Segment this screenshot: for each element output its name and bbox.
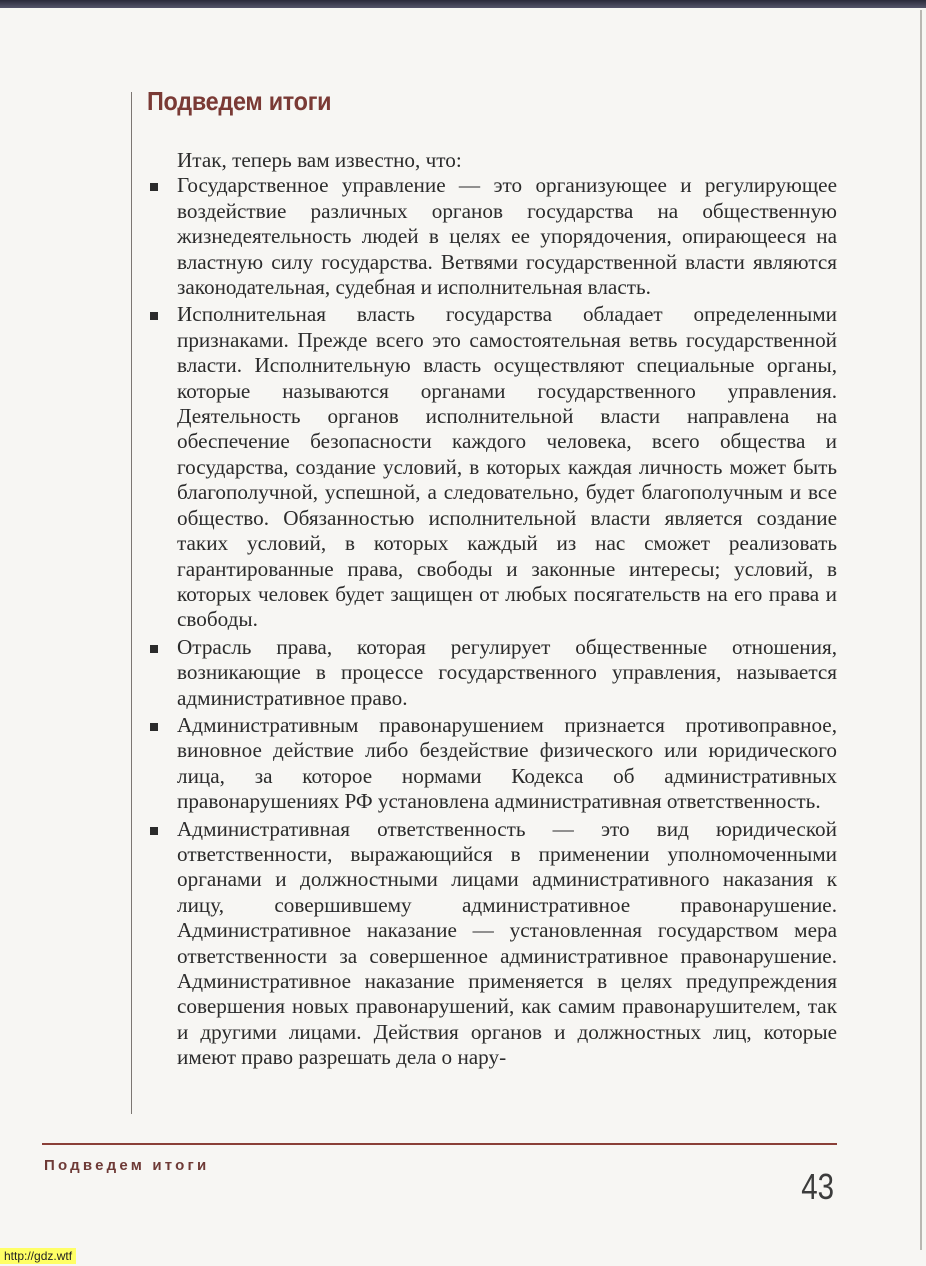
footer-rule xyxy=(42,1143,837,1145)
scan-right-edge xyxy=(920,10,922,1250)
scan-top-edge xyxy=(0,0,926,8)
summary-item-text: Государственное управление — это организующее и регулирующее воздействие различных органов государства на общественную жизнедеятельность людей в целях ее упорядочения, опирающееся на властную силу государства. Ветвями государственной власти являются законодательная, судебная и исполнительная власть. xyxy=(177,173,837,300)
square-bullet-icon xyxy=(150,183,158,191)
square-bullet-icon xyxy=(150,723,158,731)
summary-item-text: Административным правонарушением признается противоправное, виновное действие либо бездействие физического или юридического лица, за которое нормами Кодекса об административных правонарушениях РФ установлена административная ответственность. xyxy=(177,712,837,814)
summary-list xyxy=(147,173,837,1070)
square-bullet-icon xyxy=(150,827,158,835)
summary-item-text: Административная ответственность — это вид юридической ответственности, выражающийся в применении уполномоченными органами и должностными лицами административного наказания к лицу, совершившему административное правонарушение. Административное наказание — установленная государством мера ответственности за совершенное административное правонарушение. Административное наказание применяется в целях предупреждения совершения новых правонарушений, как самим правонарушителем, так и другими лицами. Действия органов и должностных лиц, которые имеют право разрешать дела о нару- xyxy=(177,816,837,1070)
footer-section-title: Подведем итоги xyxy=(44,1157,210,1174)
summary-item xyxy=(147,817,837,1071)
main-content xyxy=(147,148,837,1071)
summary-item-text: Исполнительная власть государства обладает определенными признаками. Прежде всего это самостоятельная ветвь государственной власти. Исполнительную власть осуществляют специальные органы, которые называются органами государственного управления. Деятельность органов исполнительной власти направлена на обеспечение безопасности каждого человека, всего общества и государства, создание условий, в которых каждая личность может быть благополучной, успешной, а следовательно, будет благополучным и все общество. Обязанностью исполнительной власти является создание таких условий, в которых каждый из нас сможет реализовать гарантированные права, свободы и законные интересы; условий, в которых человек будет защищен от любых посягательств на его права и свободы. xyxy=(177,302,837,632)
square-bullet-icon xyxy=(150,312,158,320)
summary-item xyxy=(147,713,837,815)
summary-item xyxy=(147,173,837,300)
margin-rule xyxy=(131,92,132,1114)
summary-item-text: Отрасль права, которая регулирует общественные отношения, возникающие в процессе государственного управления, называется административное право. xyxy=(177,634,837,710)
summary-item xyxy=(147,302,837,632)
watermark-link[interactable]: http://gdz.wtf xyxy=(0,1248,76,1264)
square-bullet-icon xyxy=(150,645,158,653)
summary-item xyxy=(147,635,837,711)
page-number: 43 xyxy=(801,1166,834,1207)
intro-text: Итак, теперь вам известно, что: xyxy=(177,148,462,172)
page-heading: Подведем итоги xyxy=(147,86,332,116)
